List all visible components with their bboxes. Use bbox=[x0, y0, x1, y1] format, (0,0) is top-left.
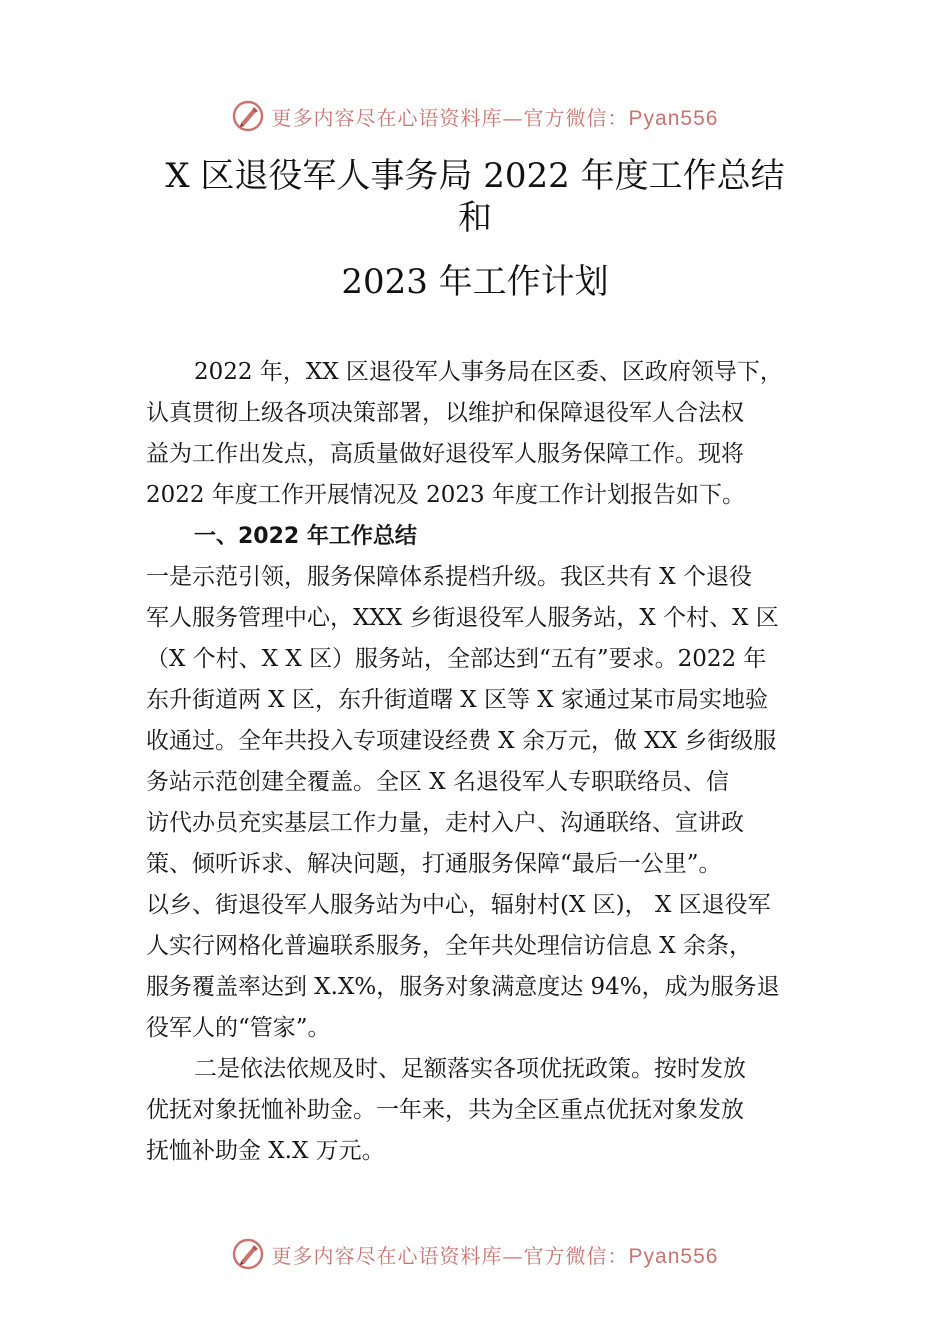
paragraph-line: 2022 年，XX 区退役军人事务局在区委、区政府领导下， bbox=[194, 359, 783, 385]
paragraph-line: 服务覆盖率达到 X.X%，服务对象满意度达 94%，成为服务退 bbox=[146, 974, 780, 1000]
watermark-footer bbox=[0, 1234, 950, 1274]
paragraph-line: 优抚对象抚恤补助金。一年来，共为全区重点优抚对象发放 bbox=[146, 1097, 744, 1123]
paragraph-line: （X 个村、X X 区）服务站，全部达到“五有”要求。2022 年 bbox=[146, 646, 767, 672]
paragraph-line: 东升街道两 X 区，东升街道曙 X 区等 X 家通过某市局实地验 bbox=[146, 687, 768, 713]
paragraph-line: 以乡、街退役军人服务站为中心，辐射村(X 区)， X 区退役军 bbox=[146, 892, 771, 918]
watermark-header bbox=[0, 96, 950, 136]
section-heading: 一、2022 年工作总结 bbox=[194, 524, 417, 549]
document-body bbox=[146, 352, 826, 1172]
paragraph-line: 务站示范创建全覆盖。全区 X 名退役军人专职联络员、信 bbox=[146, 769, 729, 795]
pen-logo-icon bbox=[232, 100, 264, 132]
paragraph-line: 益为工作出发点，高质量做好退役军人服务保障工作。现将 bbox=[146, 441, 744, 467]
paragraph-line: 二是依法依规及时、足额落实各项优抚政策。按时发放 bbox=[194, 1056, 746, 1082]
paragraph-line: 认真贯彻上级各项决策部署，以维护和保障退役军人合法权 bbox=[146, 400, 744, 426]
paragraph-line: 军人服务管理中心，XXX 乡街退役军人服务站，X 个村、X 区 bbox=[146, 605, 779, 631]
watermark-text: 更多内容尽在心语资料库—官方微信：Pyan556 bbox=[271, 105, 719, 130]
paragraph-line: 人实行网格化普遍联系服务，全年共处理信访信息 X 余条， bbox=[146, 933, 752, 959]
paragraph-line: 2022 年度工作开展情况及 2023 年度工作计划报告如下。 bbox=[146, 482, 745, 508]
document-title-line-2: 和 bbox=[458, 198, 492, 238]
paragraph-line: 策、倾听诉求、解决问题，打通服务保障“最后一公里”。 bbox=[146, 851, 722, 877]
paragraph-line: 抚恤补助金 X.X 万元。 bbox=[146, 1138, 385, 1164]
document-title-line-3: 2023 年工作计划 bbox=[341, 262, 609, 302]
paragraph-line: 役军人的“管家”。 bbox=[146, 1015, 331, 1041]
document-title-line-1: X 区退役军人事务局 2022 年度工作总结 bbox=[165, 156, 785, 196]
watermark-text: 更多内容尽在心语资料库—官方微信：Pyan556 bbox=[271, 1243, 719, 1268]
pen-logo-icon bbox=[232, 1238, 264, 1270]
paragraph-line: 一是示范引领，服务保障体系提档升级。我区共有 X 个退役 bbox=[146, 564, 752, 590]
paragraph-line: 访代办员充实基层工作力量，走村入户、沟通联络、宣讲政 bbox=[146, 810, 744, 836]
paragraph-line: 收通过。全年共投入专项建设经费 X 余万元，做 XX 乡街级服 bbox=[146, 728, 777, 754]
